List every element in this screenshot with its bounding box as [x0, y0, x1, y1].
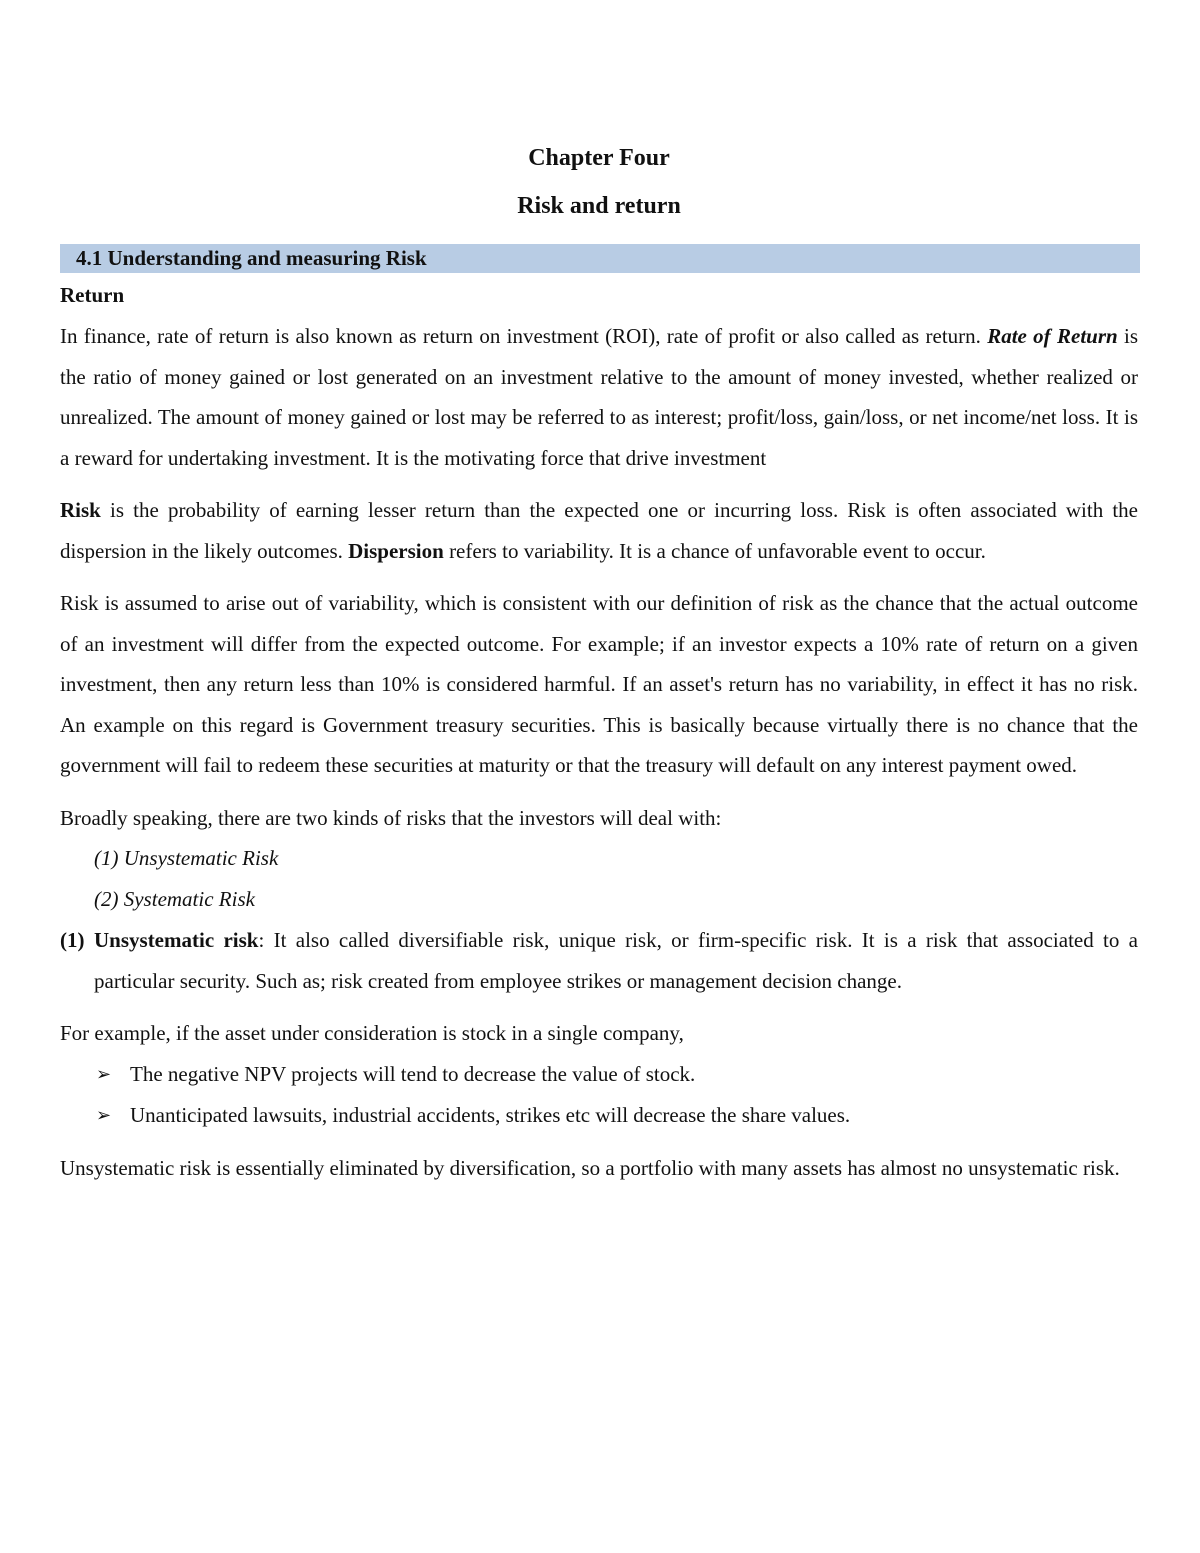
chapter-subtitle: Risk and return — [517, 193, 681, 219]
two-kinds-intro: Broadly speaking, there are two kinds of risks that the investors will deal with: — [60, 805, 722, 830]
variability-paragraph: Risk is assumed to arise out of variability, which is consistent with our definition of risk as the chance that the actual outcome of an investment will differ from the expected outcome. For example; if an investor expects a 10% rate of return on a given investment, then any return less than 10% is considered harmful. If an asset's return has no variability, in effect it has no risk. An example on this regard is Government treasury securities. This is basically because virtually there is no chance that the government will fail to redeem these securities at maturity or that the treasury will default on any interest payment owed. — [60, 591, 1138, 777]
unsystematic-risk-term: Unsystematic risk — [94, 928, 259, 952]
arrow-bullet-icon: ➢ — [96, 1063, 112, 1085]
diversification-paragraph: Unsystematic risk is essentially eliminated by diversification, so a portfolio with many assets has almost no unsystematic risk. — [60, 1155, 1120, 1180]
unsystematic-risk-item — [60, 920, 1138, 1001]
risk-text-a: is the probability of earning lesser return than the expected one or incurring loss. Risk is often associated with the dispersion in the likely outcomes. — [60, 498, 1138, 563]
item-number: (1) — [60, 928, 85, 952]
return-heading: Return — [60, 283, 125, 307]
dispersion-term: Dispersion — [348, 538, 444, 563]
example-bullet-list — [60, 1054, 1138, 1136]
bullet-text: The negative NPV projects will tend to decrease the value of stock. — [130, 1061, 696, 1086]
risk-kind-item: (2) Systematic Risk — [94, 887, 255, 911]
return-text-b: is the ratio of money gained or lost generated on an investment relative to the amount of money invested, whether realized or unrealized. The amount of money gained or lost may be referred to as interest; profit/loss, gain/loss, or net income/net loss. It is a reward for undertaking investment. It is the motivating force that drive investment — [60, 324, 1139, 470]
risk-term: Risk — [60, 498, 101, 522]
section-heading: 4.1 Understanding and measuring Risk — [60, 244, 1140, 273]
risk-kinds-list — [60, 838, 1138, 920]
risk-text-b: refers to variability. It is a chance of unfavorable event to occur. — [443, 538, 986, 563]
example-intro: For example, if the asset under consideration is stock in a single company, — [60, 1021, 684, 1045]
unsystematic-risk-text: : It also called diversifiable risk, unique risk, or firm-specific risk. It is a risk that associated to a particular security. Such as; risk created from employee strikes or management decision change. — [94, 928, 1138, 993]
risk-kind-item: (1) Unsystematic Risk — [94, 846, 279, 870]
return-paragraph — [60, 316, 1138, 478]
chapter-title: Chapter Four — [528, 145, 670, 171]
risk-definition-paragraph — [60, 490, 1138, 571]
list-item — [60, 1054, 1138, 1095]
arrow-bullet-icon: ➢ — [96, 1104, 112, 1126]
bullet-text: Unanticipated lawsuits, industrial accidents, strikes etc will decrease the share values. — [130, 1102, 851, 1127]
return-text-a: In finance, rate of return is also known as return on investment (ROI), rate of profit or also called as return. — [60, 324, 988, 348]
list-item — [60, 1095, 1138, 1136]
rate-of-return-term: Rate of Return — [987, 324, 1118, 348]
